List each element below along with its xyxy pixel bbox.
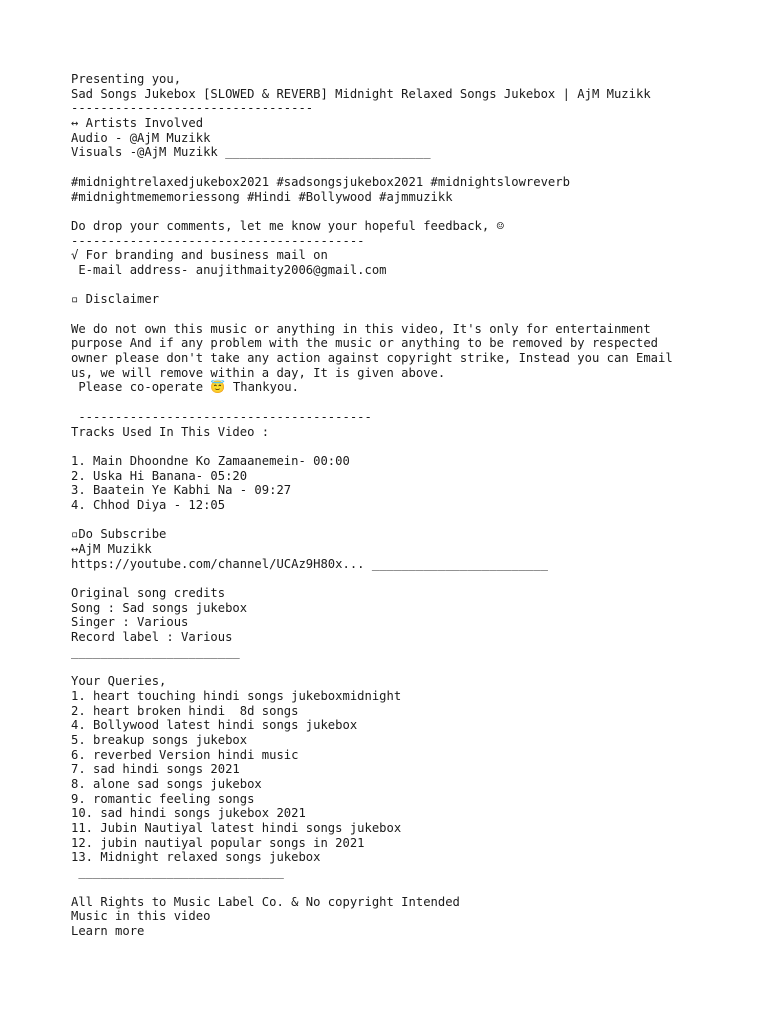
query-item: 11. Jubin Nautiyal latest hindi songs jukebox bbox=[71, 821, 402, 836]
disclaimer-text: purpose And if any problem with the music or anything to be removed by respected bbox=[71, 336, 658, 351]
subscribe-channel: ↔AjM Muzikk bbox=[71, 542, 152, 556]
spacer bbox=[71, 307, 748, 322]
track-item[interactable]: 2. Uska Hi Banana- 05:20 bbox=[71, 468, 248, 483]
business-email: E-mail address- anujithmaity2006@gmail.com bbox=[71, 262, 387, 277]
disclaimer-heading: ▫ Disclaimer bbox=[71, 292, 160, 307]
credits-heading: Original song credits bbox=[71, 586, 226, 601]
hashtags-line[interactable]: #midnightmememoriessong #Hindi #Bollywood #ajmmuzikk bbox=[71, 189, 453, 204]
spacer bbox=[71, 880, 748, 895]
query-item: 13. Midnight relaxed songs jukebox bbox=[71, 850, 321, 865]
artists-visuals: Visuals -@AjM Muzikk ____________________________ bbox=[71, 145, 431, 160]
spacer bbox=[71, 660, 748, 675]
credits-underline: _______________________ bbox=[71, 644, 240, 659]
intro-presenting: Presenting you, bbox=[71, 72, 182, 86]
spacer bbox=[71, 278, 748, 293]
feedback-text: Do drop your comments, let me know your hopeful feedback, ☺ bbox=[71, 218, 504, 233]
artists-audio: Audio - @AjM Muzikk bbox=[71, 130, 211, 145]
divider: ---------------------------------------- bbox=[71, 409, 372, 424]
tracks-heading: Tracks Used In This Video : bbox=[71, 424, 270, 439]
disclaimer-text: us, we will remove within a day, It is given above. bbox=[71, 365, 446, 380]
query-item: 12. jubin nautiyal popular songs in 2021 bbox=[71, 835, 365, 850]
spacer bbox=[71, 439, 748, 454]
subscribe-url-line bbox=[71, 557, 748, 572]
disclaimer-text: Please co-operate 😇 Thankyou. bbox=[71, 380, 299, 395]
track-item[interactable]: 3. Baatein Ye Kabhi Na - 09:27 bbox=[71, 483, 292, 498]
learn-more-link[interactable]: Learn more bbox=[71, 923, 145, 938]
url-underline: ________________________ bbox=[364, 556, 548, 571]
spacer bbox=[71, 571, 748, 586]
rights-text: All Rights to Music Label Co. & No copyright Intended bbox=[71, 894, 460, 909]
channel-link[interactable]: https://youtube.com/channel/UCAz9H80x... bbox=[71, 556, 365, 571]
divider: --------------------------------- bbox=[71, 101, 314, 116]
spacer bbox=[71, 395, 748, 410]
query-item: 8. alone sad songs jukebox bbox=[71, 777, 262, 791]
credits-label: Record label : Various bbox=[71, 630, 233, 645]
video-description bbox=[71, 72, 748, 939]
hashtags-line[interactable]: #midnightrelaxedjukebox2021 #sadsongsjukebox2021 #midnightslowreverb bbox=[71, 174, 570, 189]
query-item: 5. breakup songs jukebox bbox=[71, 732, 248, 747]
music-in-video-heading: Music in this video bbox=[71, 909, 211, 924]
credits-singer: Singer : Various bbox=[71, 615, 189, 630]
track-item[interactable]: 1. Main Dhoondne Ko Zamaanemein- 00:00 bbox=[71, 453, 350, 468]
query-item: 9. romantic feeling songs bbox=[71, 791, 255, 806]
queries-heading: Your Queries, bbox=[71, 674, 167, 689]
query-item: 4. Bollywood latest hindi songs jukebox bbox=[71, 718, 358, 733]
credits-song: Song : Sad songs jukebox bbox=[71, 600, 248, 615]
query-item: 10. sad hindi songs jukebox 2021 bbox=[71, 806, 306, 821]
spacer bbox=[71, 204, 748, 219]
query-item: 7. sad hindi songs 2021 bbox=[71, 762, 240, 777]
artists-heading: ↔ Artists Involved bbox=[71, 116, 204, 131]
business-line: √ For branding and business mail on bbox=[71, 248, 328, 263]
spacer bbox=[71, 513, 748, 528]
video-title: Sad Songs Jukebox [SLOWED & REVERB] Midnight Relaxed Songs Jukebox | AjM Muzikk bbox=[71, 86, 651, 101]
queries-underline: ____________________________ bbox=[71, 865, 284, 880]
divider: ---------------------------------------- bbox=[71, 233, 365, 248]
disclaimer-text: owner please don't take any action against copyright strike, Instead you can Email bbox=[71, 351, 673, 366]
disclaimer-text: We do not own this music or anything in this video, It's only for entertainment bbox=[71, 321, 651, 336]
track-item[interactable]: 4. Chhod Diya - 12:05 bbox=[71, 497, 226, 512]
subscribe-heading: ▫Do Subscribe bbox=[71, 527, 167, 542]
query-item: 1. heart touching hindi songs jukeboxmidnight bbox=[71, 688, 402, 703]
query-item: 6. reverbed Version hindi music bbox=[71, 747, 299, 762]
query-item: 2. heart broken hindi 8d songs bbox=[71, 703, 299, 718]
spacer bbox=[71, 160, 748, 175]
